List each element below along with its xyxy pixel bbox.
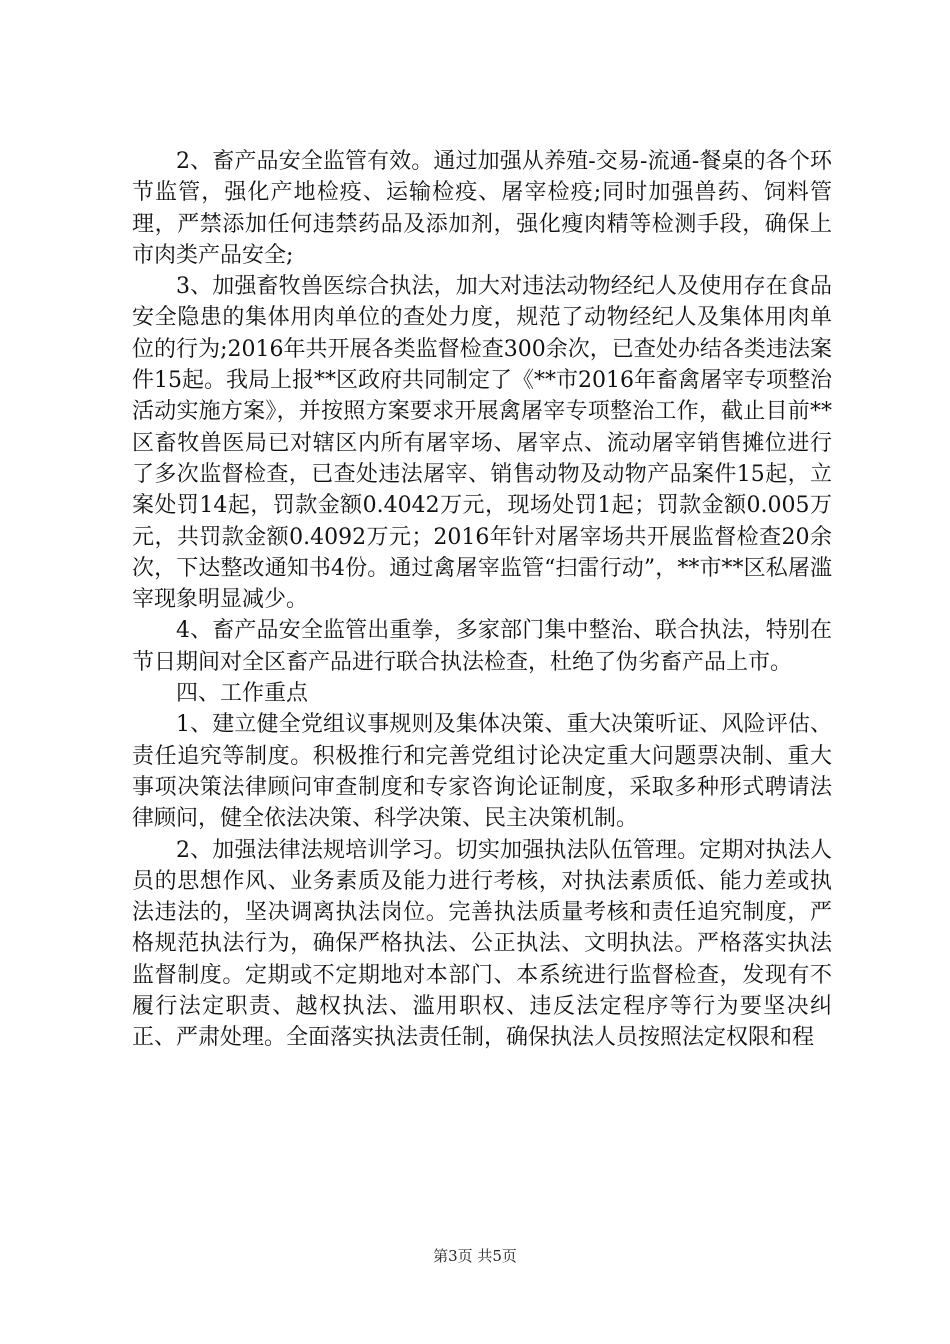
paragraph-comprehensive-enforcement: 3、加强畜牧兽医综合执法，加大对违法动物经纪人及使用存在食品安全隐患的集体用肉单位的查处力度，规范了动物经纪人及集体用肉单位的行为;2016年共开展各类监督检查300余次，已查处办结各类违法案件15起。我局上报**区政府共同制定了《**市2016年畜禽屠宰专项整治活动实施方案》，并按照方案要求开展禽屠宰专项整治工作，截止目前**区畜牧兽医局已对辖区内所有屠宰场、屠宰点、流动屠宰销售摊位进行了多次监督检查，已查处违法屠宰、销售动物及动物产品案件15起，立案处罚14起，罚款金额0.4042万元，现场处罚1起；罚款金额0.005万元，共罚款金额0.4092万元；2016年针对屠宰场共开展监督检查20余次，下达整改通知书4份。通过禽屠宰监管“扫雷行动”，**市**区私屠滥宰现象明显减少。: [132, 274, 832, 613]
paragraph-joint-enforcement: 4、畜产品安全监管出重拳，多家部门集中整治、联合执法，特别在节日期间对全区畜产品进行联合执法检查，杜绝了伪劣畜产品上市。: [132, 618, 832, 675]
paragraph-law-training: 2、加强法律法规培训学习。切实加强执法队伍管理。定期对执法人员的思想作风、业务素质及能力进行考核，对执法素质低、能力差或执法违法的，坚决调离执法岗位。完善执法质量考核和责任追究制度，严格规范执法行为，确保严格执法、公正执法、文明执法。严格落实执法监督制度。定期或不定期地对本部门、本系统进行监督检查，发现有不履行法定职责、越权执法、滥用职权、违反法定程序等行为要坚决纠正、严肃处理。全面落实执法责任制，确保执法人员按照法定权限和程: [132, 837, 832, 1051]
page-number-footer: 第3页 共5页: [433, 1247, 517, 1265]
section-heading-work-priorities: 四、工作重点: [176, 681, 309, 707]
paragraph-decision-rules: 1、建立健全党组议事规则及集体决策、重大决策听证、风险评估、责任追究等制度。积极推行和完善党组讨论决定重大问题票决制、重大事项决策法律顾问审查制度和专家咨询论证制度，采取多种形式聘请法律顾问，健全依法决策、科学决策、民主决策机制。: [132, 712, 832, 832]
paragraph-livestock-safety-supervision: 2、畜产品安全监管有效。通过加强从养殖-交易-流通-餐桌的各个环节监管，强化产地检疫、运输检疫、屠宰检疫;同时加强兽药、饲料管理，严禁添加任何违禁药品及添加剂，强化瘦肉精等检测手段，确保上市肉类产品安全;: [132, 149, 832, 268]
document-body: [132, 146, 832, 1054]
